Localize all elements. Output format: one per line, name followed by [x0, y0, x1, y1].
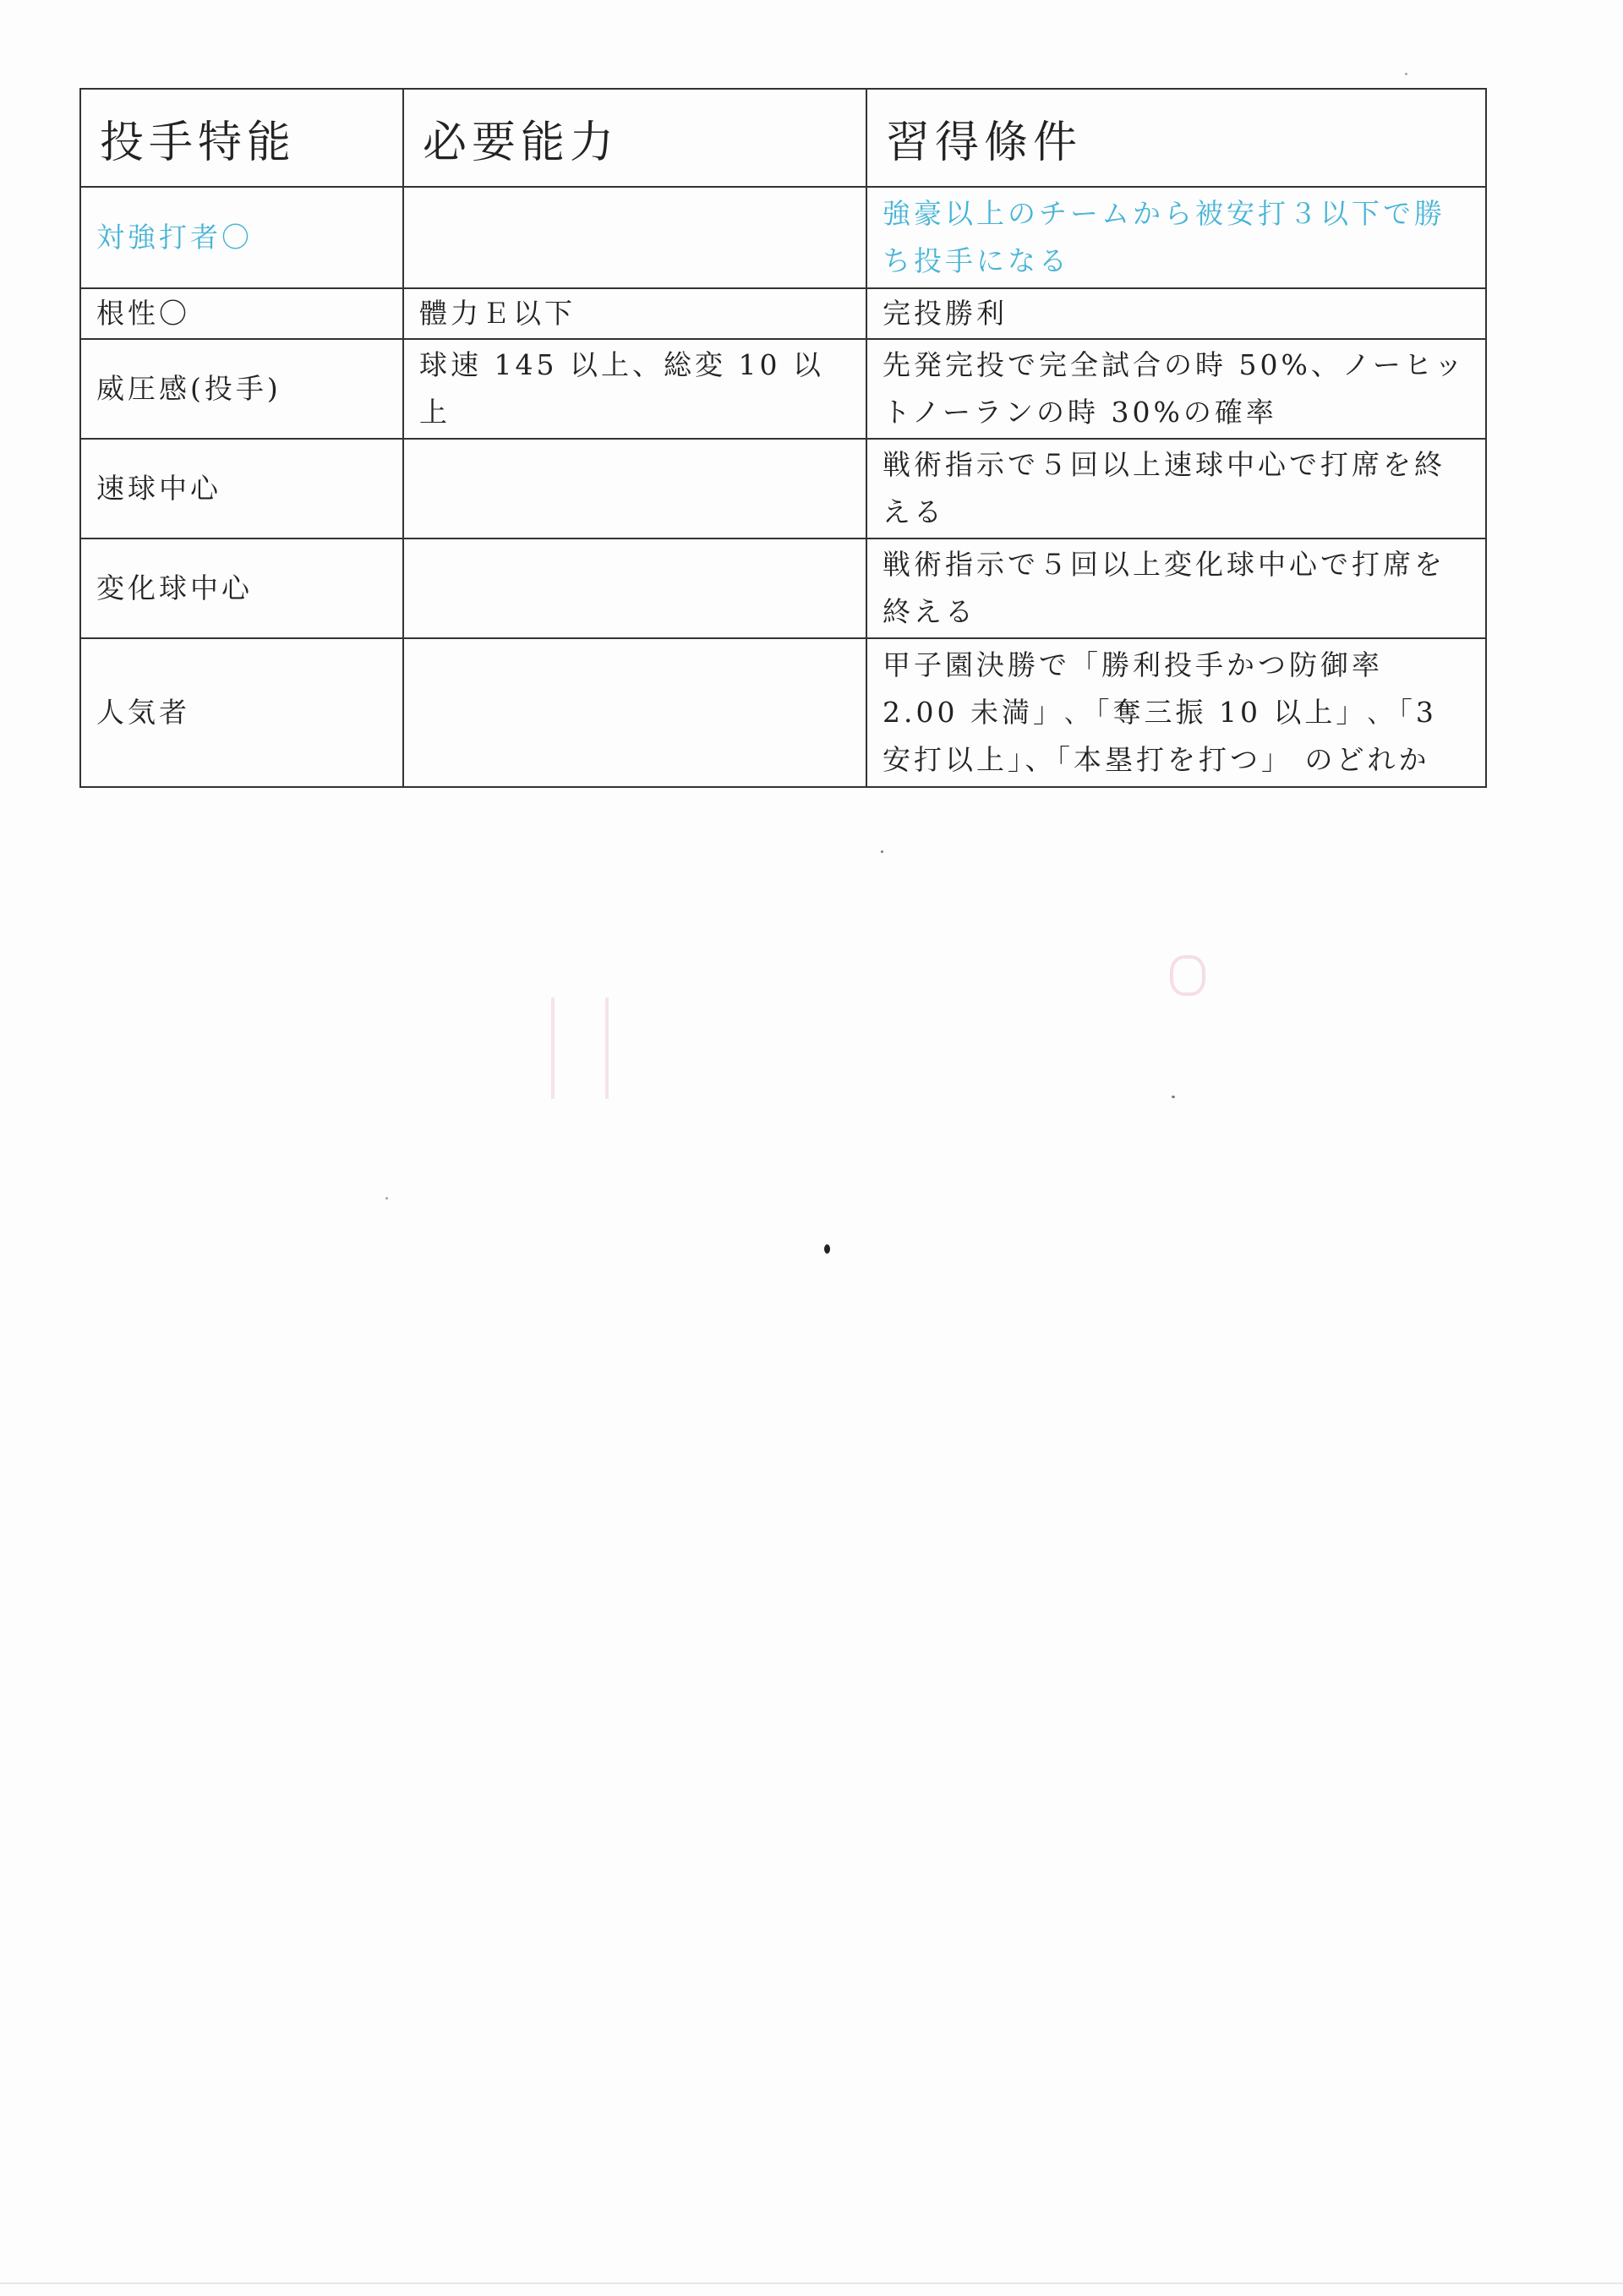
condition-cell: 戦術指示で５回以上速球中心で打席を終える — [866, 439, 1486, 538]
ability-cell: 體力Ｅ以下 — [403, 288, 866, 339]
ability-cell: 球速 145 以上、総変 10 以上 — [403, 339, 866, 439]
trait-cell: 根性〇 — [80, 288, 403, 339]
trait-cell: 人気者 — [80, 638, 403, 787]
scan-speck — [1405, 73, 1407, 75]
scan-speck — [1172, 1096, 1175, 1098]
table-row — [80, 538, 1486, 638]
condition-cell: 甲子園決勝で「勝利投手かつ防御率 2.00 未満」､「奪三振 10 以上」､「3 安打以上」、「本塁打を打つ」 のどれか — [866, 638, 1486, 787]
table-header-row — [80, 89, 1486, 187]
table-row — [80, 187, 1486, 288]
table-row — [80, 439, 1486, 538]
condition-cell: 強豪以上のチームから被安打３以下で勝ち投手になる — [866, 187, 1486, 288]
scan-speck — [881, 850, 883, 853]
scan-speck — [824, 1244, 830, 1254]
condition-cell: 完投勝利 — [866, 288, 1486, 339]
scan-edge-line — [0, 2282, 1623, 2284]
header-condition: 習得條件 — [866, 89, 1486, 187]
table-row — [80, 638, 1486, 787]
scan-speck — [385, 1197, 388, 1200]
table-row — [80, 339, 1486, 439]
ability-cell — [403, 638, 866, 787]
ability-cell — [403, 187, 866, 288]
table-row — [80, 288, 1486, 339]
trait-cell: 変化球中心 — [80, 538, 403, 638]
trait-cell: 対強打者〇 — [80, 187, 403, 288]
trait-cell: 威圧感(投手) — [80, 339, 403, 439]
condition-cell: 戦術指示で５回以上変化球中心で打席を終える — [866, 538, 1486, 638]
ability-cell — [403, 538, 866, 638]
condition-cell: 先発完投で完全試合の時 50%、ノーヒットノーランの時 30%の確率 — [866, 339, 1486, 439]
faint-pink-mark — [551, 998, 609, 1099]
trait-cell: 速球中心 — [80, 439, 403, 538]
header-trait: 投手特能 — [80, 89, 403, 187]
faint-pink-mark — [1170, 955, 1205, 996]
ability-cell — [403, 439, 866, 538]
header-ability: 必要能力 — [403, 89, 866, 187]
pitcher-traits-table — [79, 88, 1487, 788]
